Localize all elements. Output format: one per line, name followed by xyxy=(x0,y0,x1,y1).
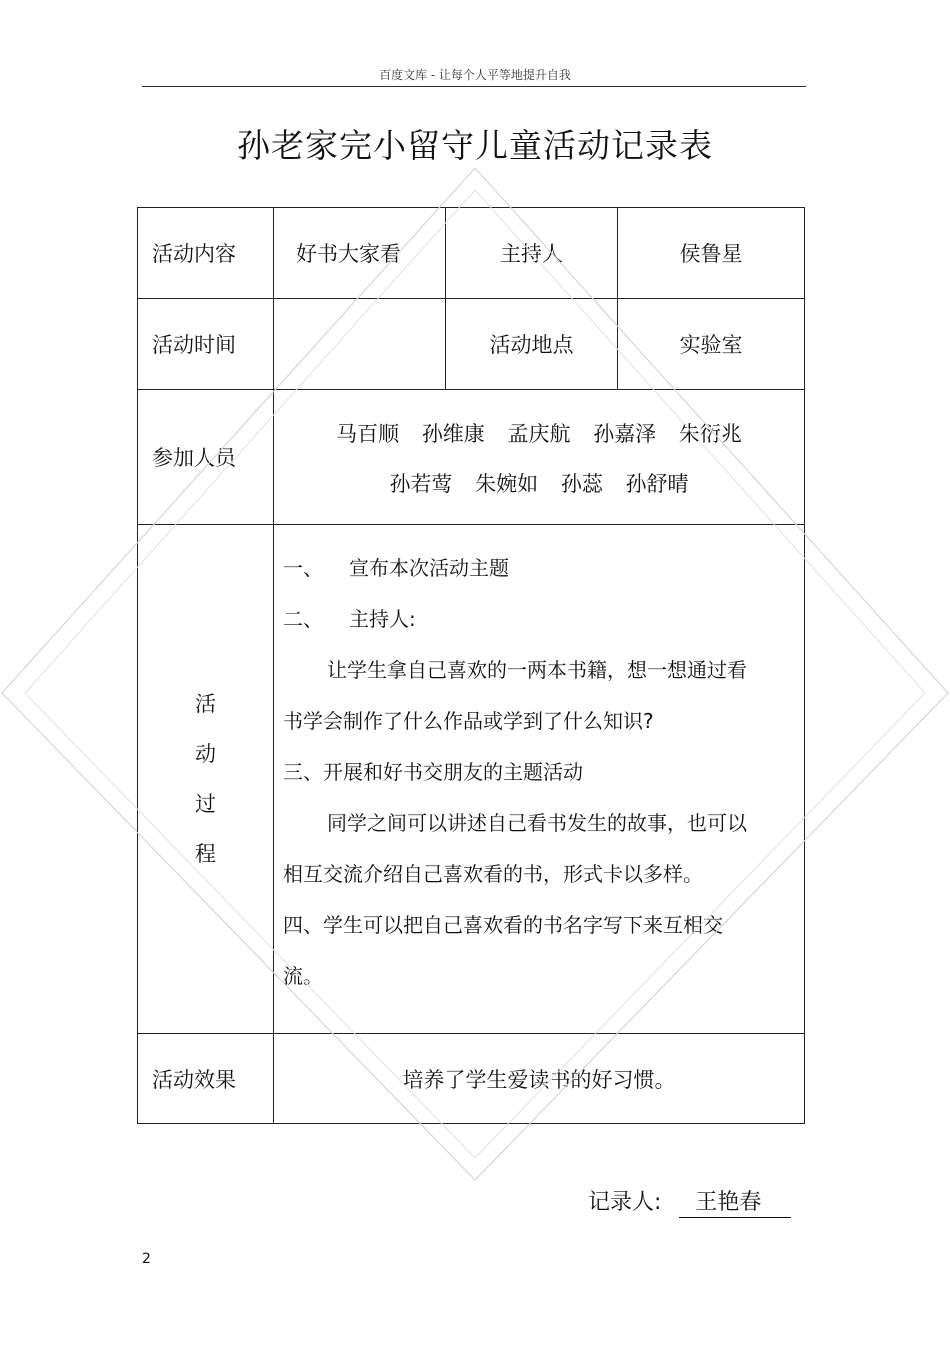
recorder-name: 王艳春 xyxy=(679,1189,791,1218)
participant: 孙维康 xyxy=(421,422,485,446)
row-participants xyxy=(138,390,805,525)
row-activity-content xyxy=(138,208,805,299)
participant: 孙若莺 xyxy=(389,472,453,496)
value-host: 侯鲁星 xyxy=(618,208,805,299)
label-char: 活 xyxy=(195,692,216,716)
participants-line-2 xyxy=(274,459,804,509)
header-rule xyxy=(142,86,806,87)
process-item-4-cont: 流。 xyxy=(283,964,323,988)
process-paragraph-1: 让学生拿自己喜欢的一两本书籍，想一想通过看 xyxy=(327,658,747,682)
process-item-2: 二、 主持人: xyxy=(283,607,416,631)
participant: 孙舒晴 xyxy=(625,472,689,496)
activity-process-content xyxy=(274,525,805,1034)
label-char: 过 xyxy=(195,792,216,816)
participants-list xyxy=(274,390,805,525)
participants-line-1 xyxy=(274,409,804,459)
recorder-line xyxy=(588,1185,791,1218)
page-number: 2 xyxy=(142,1251,151,1267)
row-activity-time xyxy=(138,299,805,390)
page-header: 百度文库 - 让每个人平等地提升自我 xyxy=(379,68,571,82)
participant: 马百顺 xyxy=(336,422,400,446)
value-activity-location: 实验室 xyxy=(618,299,805,390)
row-activity-effect xyxy=(138,1034,805,1124)
label-activity-time: 活动时间 xyxy=(138,299,274,390)
participant: 朱衍兆 xyxy=(678,422,742,446)
process-item-4: 四、学生可以把自己喜欢看的书名字写下来互相交 xyxy=(283,913,723,937)
label-char: 动 xyxy=(195,742,216,766)
label-char: 程 xyxy=(195,842,216,866)
process-paragraph-2: 同学之间可以讲述自己看书发生的故事，也可以 xyxy=(327,811,747,835)
label-activity-content: 活动内容 xyxy=(138,208,274,299)
value-activity-content: 好书大家看 xyxy=(274,208,446,299)
process-item-3: 三、开展和好书交朋友的主题活动 xyxy=(283,760,583,784)
document-title: 孙老家完小留守儿童活动记录表 xyxy=(237,126,713,165)
participant: 朱婉如 xyxy=(475,472,539,496)
row-activity-process xyxy=(138,525,805,1034)
value-activity-effect: 培养了学生爱读书的好习惯。 xyxy=(274,1034,805,1124)
label-activity-process xyxy=(138,525,274,1034)
process-item-1: 一、 宣布本次活动主题 xyxy=(283,556,509,580)
participant: 孟庆航 xyxy=(507,422,571,446)
activity-record-table xyxy=(137,207,805,1124)
value-activity-time xyxy=(274,299,446,390)
participant: 孙蕊 xyxy=(560,472,603,496)
participant: 孙嘉泽 xyxy=(593,422,657,446)
label-participants: 参加人员 xyxy=(138,390,274,525)
label-activity-location: 活动地点 xyxy=(446,299,618,390)
label-host: 主持人 xyxy=(446,208,618,299)
process-paragraph-1-cont: 书学会制作了什么作品或学到了什么知识? xyxy=(283,709,654,733)
process-paragraph-2-cont: 相互交流介绍自己喜欢看的书，形式卡以多样。 xyxy=(283,862,703,886)
label-activity-effect: 活动效果 xyxy=(138,1034,274,1124)
recorder-label: 记录人: xyxy=(588,1190,662,1215)
